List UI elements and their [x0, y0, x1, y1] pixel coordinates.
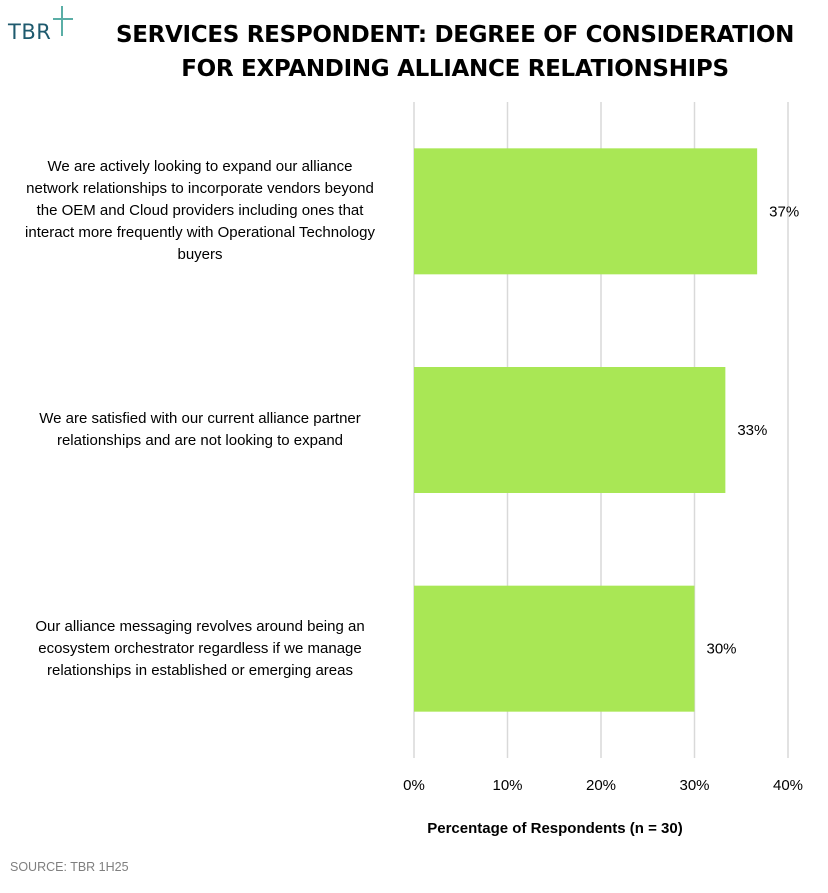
x-axis-title: Percentage of Respondents (n = 30) [427, 820, 683, 837]
category-label-1-line-3: the OEM and Cloud providers including ones that [36, 202, 364, 220]
category-label-1-line-4: interact more frequently with Operational Technology [25, 224, 375, 242]
data-label-1: 37% [769, 203, 800, 221]
bar-1 [414, 148, 757, 274]
data-label-2: 33% [737, 422, 768, 439]
x-tick-label-4: 40% [772, 777, 804, 794]
x-tick-label-0: 0% [403, 777, 425, 794]
data-label-3: 30% [706, 640, 737, 658]
bar-3 [414, 586, 695, 712]
chart-title-line-1: SERVICES RESPONDENT: DEGREE OF CONSIDERATION [115, 22, 795, 48]
chart-title-line-2: FOR EXPANDING ALLIANCE RELATIONSHIPS [181, 56, 729, 82]
category-label-3 [0, 616, 400, 682]
category-label-2-line-2: relationships and are not looking to expand [56, 432, 344, 449]
category-label-1-line-2: network relationships to incorporate vendors beyond [26, 180, 374, 198]
logo-text: TBR [8, 20, 52, 44]
category-label-3-line-2: ecosystem orchestrator regardless if we manage [38, 639, 362, 657]
x-tick-label-1: 10% [492, 777, 523, 794]
category-label-1 [0, 156, 400, 266]
category-label-1-line-1: We are actively looking to expand our alliance [47, 158, 353, 176]
category-label-1-line-5: buyers [177, 246, 223, 264]
category-label-2-line-1: We are satisfied with our current alliance partner [39, 410, 361, 427]
x-tick-label-3: 30% [679, 777, 710, 794]
x-tick-label-2: 20% [585, 777, 617, 794]
category-label-3-line-3: relationships in established or emerging areas [46, 661, 353, 679]
bar-2 [414, 367, 725, 493]
category-label-3-line-1: Our alliance messaging revolves around being an [35, 617, 365, 635]
source-note: SOURCE: TBR 1H25 [10, 860, 129, 874]
category-label-2 [0, 408, 400, 452]
